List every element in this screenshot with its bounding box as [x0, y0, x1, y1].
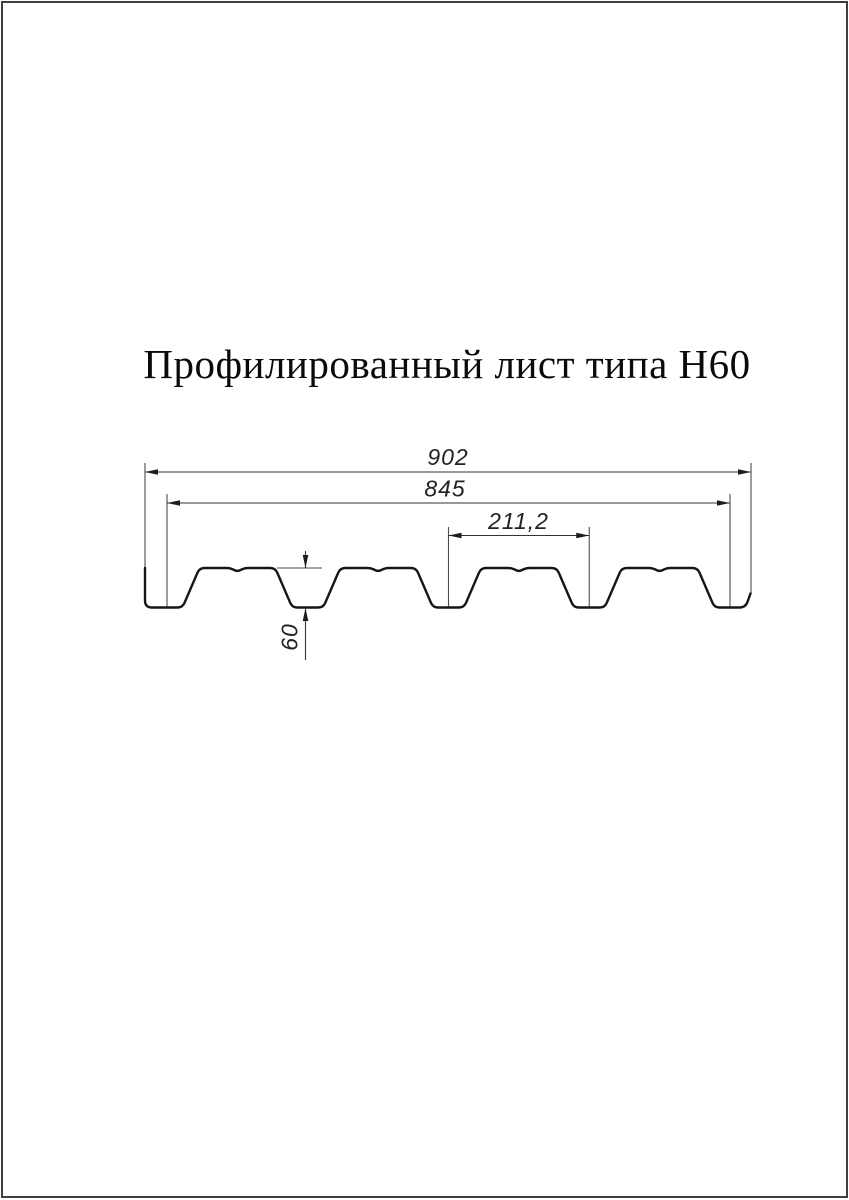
dim-label-overall-width: 902 [427, 444, 469, 470]
dimension-arrow [303, 608, 309, 621]
dim-label-useful-width: 845 [424, 475, 466, 502]
dim-label-profile-height: 60 [276, 623, 303, 651]
dimension-arrow [576, 533, 589, 539]
dimension-arrow [449, 533, 462, 539]
dim-label-rib-pitch: 211,2 [488, 508, 549, 534]
dimension-arrow [167, 500, 180, 506]
dimension-arrow [738, 469, 751, 475]
dimension-arrow [717, 500, 730, 506]
dimension-arrow [303, 555, 309, 568]
profile-outline [145, 568, 751, 608]
page-title: Профилированный лист типа Н60 [143, 341, 751, 387]
dimension-arrow [145, 469, 158, 475]
